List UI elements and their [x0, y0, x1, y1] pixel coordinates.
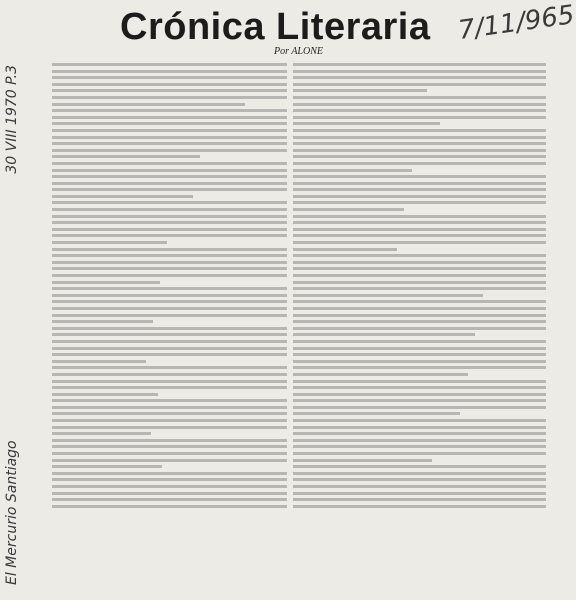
margin-note-date: 30 VIII 1970 P.3 — [4, 65, 20, 174]
margin-note-source: El Mercurio Santiago — [4, 440, 20, 585]
text-line — [52, 478, 287, 481]
text-column-left — [52, 60, 287, 590]
text-line — [52, 267, 287, 270]
text-line — [293, 116, 546, 119]
text-line — [52, 353, 287, 356]
text-line — [52, 333, 287, 336]
text-line — [52, 261, 287, 264]
text-line — [52, 314, 287, 317]
text-line — [293, 228, 546, 231]
text-line — [293, 320, 546, 323]
text-line — [52, 360, 146, 363]
text-line — [293, 465, 546, 468]
text-line — [52, 221, 287, 224]
text-line — [52, 386, 287, 389]
text-line — [293, 162, 546, 165]
text-line — [52, 465, 162, 468]
text-line — [52, 63, 287, 66]
text-line — [52, 76, 287, 79]
text-line — [293, 347, 546, 350]
text-line — [52, 70, 287, 73]
text-line — [293, 380, 546, 383]
text-line — [52, 248, 287, 251]
text-line — [293, 426, 546, 429]
text-line — [52, 109, 287, 112]
text-line — [293, 136, 546, 139]
text-line — [52, 432, 151, 435]
text-line — [52, 426, 287, 429]
text-line — [293, 70, 546, 73]
text-line — [52, 182, 287, 185]
text-line — [293, 129, 546, 132]
text-line — [52, 485, 287, 488]
text-line — [293, 406, 546, 409]
text-line — [52, 281, 160, 284]
text-line — [52, 142, 287, 145]
text-line — [293, 103, 546, 106]
text-line — [293, 419, 546, 422]
text-line — [293, 221, 546, 224]
text-line — [52, 459, 287, 462]
text-line — [293, 314, 546, 317]
text-line — [293, 96, 546, 99]
text-line — [293, 340, 546, 343]
text-line — [52, 505, 287, 508]
text-line — [52, 83, 287, 86]
text-line — [52, 89, 287, 92]
text-line — [293, 445, 546, 448]
text-line — [293, 300, 546, 303]
text-line — [293, 208, 404, 211]
text-line — [52, 155, 200, 158]
text-line — [52, 320, 153, 323]
text-line — [293, 175, 546, 178]
text-line — [52, 234, 287, 237]
text-line — [52, 103, 245, 106]
text-line — [293, 294, 483, 297]
text-line — [52, 380, 287, 383]
text-line — [293, 155, 546, 158]
text-line — [293, 234, 546, 237]
text-line — [293, 149, 546, 152]
text-line — [52, 472, 287, 475]
text-line — [293, 195, 546, 198]
text-line — [52, 188, 287, 191]
text-line — [52, 208, 287, 211]
text-line — [293, 287, 546, 290]
text-line — [52, 136, 287, 139]
text-line — [293, 353, 546, 356]
text-line — [293, 267, 546, 270]
text-line — [52, 96, 287, 99]
text-line — [293, 142, 546, 145]
text-line — [52, 373, 287, 376]
text-line — [52, 254, 287, 257]
text-line — [293, 201, 546, 204]
text-line — [52, 307, 287, 310]
text-line — [293, 215, 546, 218]
text-line — [52, 274, 287, 277]
text-line — [52, 406, 287, 409]
text-line — [52, 201, 287, 204]
text-line — [52, 241, 167, 244]
text-line — [293, 373, 468, 376]
text-line — [293, 122, 440, 125]
margin-notes — [4, 25, 20, 585]
text-line — [293, 109, 546, 112]
text-line — [293, 281, 546, 284]
text-line — [52, 300, 287, 303]
text-line — [52, 169, 287, 172]
text-line — [293, 386, 546, 389]
text-line — [52, 287, 287, 290]
text-line — [293, 478, 546, 481]
text-line — [293, 169, 412, 172]
text-line — [52, 228, 287, 231]
text-line — [293, 89, 427, 92]
text-line — [52, 439, 287, 442]
text-line — [52, 129, 287, 132]
text-line — [52, 412, 287, 415]
text-line — [52, 347, 287, 350]
text-line — [52, 149, 287, 152]
text-line — [52, 122, 287, 125]
text-line — [293, 188, 546, 191]
text-line — [52, 399, 287, 402]
text-line — [293, 393, 546, 396]
text-line — [52, 366, 287, 369]
text-line — [293, 485, 546, 488]
text-line — [293, 83, 546, 86]
text-line — [293, 452, 546, 455]
text-line — [293, 241, 546, 244]
text-line — [52, 492, 287, 495]
text-line — [52, 215, 287, 218]
text-line — [52, 195, 193, 198]
text-line — [52, 294, 287, 297]
text-line — [52, 393, 158, 396]
text-line — [293, 432, 546, 435]
text-line — [293, 261, 546, 264]
text-line — [52, 175, 287, 178]
text-line — [293, 498, 546, 501]
byline: Por ALONE — [274, 46, 323, 57]
text-line — [52, 452, 287, 455]
text-line — [293, 63, 546, 66]
text-line — [293, 459, 432, 462]
text-line — [293, 472, 546, 475]
text-line — [52, 419, 287, 422]
text-line — [52, 162, 287, 165]
text-line — [293, 274, 546, 277]
text-line — [293, 439, 546, 442]
text-line — [293, 412, 460, 415]
text-line — [293, 307, 546, 310]
text-line — [293, 76, 546, 79]
text-line — [52, 116, 287, 119]
text-line — [52, 445, 287, 448]
text-line — [52, 498, 287, 501]
text-line — [52, 340, 287, 343]
text-column-right — [293, 60, 546, 590]
text-line — [293, 505, 546, 508]
text-line — [293, 366, 546, 369]
text-line — [293, 327, 546, 330]
text-line — [293, 182, 546, 185]
text-line — [52, 327, 287, 330]
text-line — [293, 399, 546, 402]
article-title: Crónica Literaria — [120, 6, 431, 48]
text-line — [293, 254, 546, 257]
text-line — [293, 248, 397, 251]
text-line — [293, 492, 546, 495]
handwritten-annotation: 7/11/965 — [456, 0, 576, 46]
text-line — [293, 360, 546, 363]
text-line — [293, 333, 475, 336]
